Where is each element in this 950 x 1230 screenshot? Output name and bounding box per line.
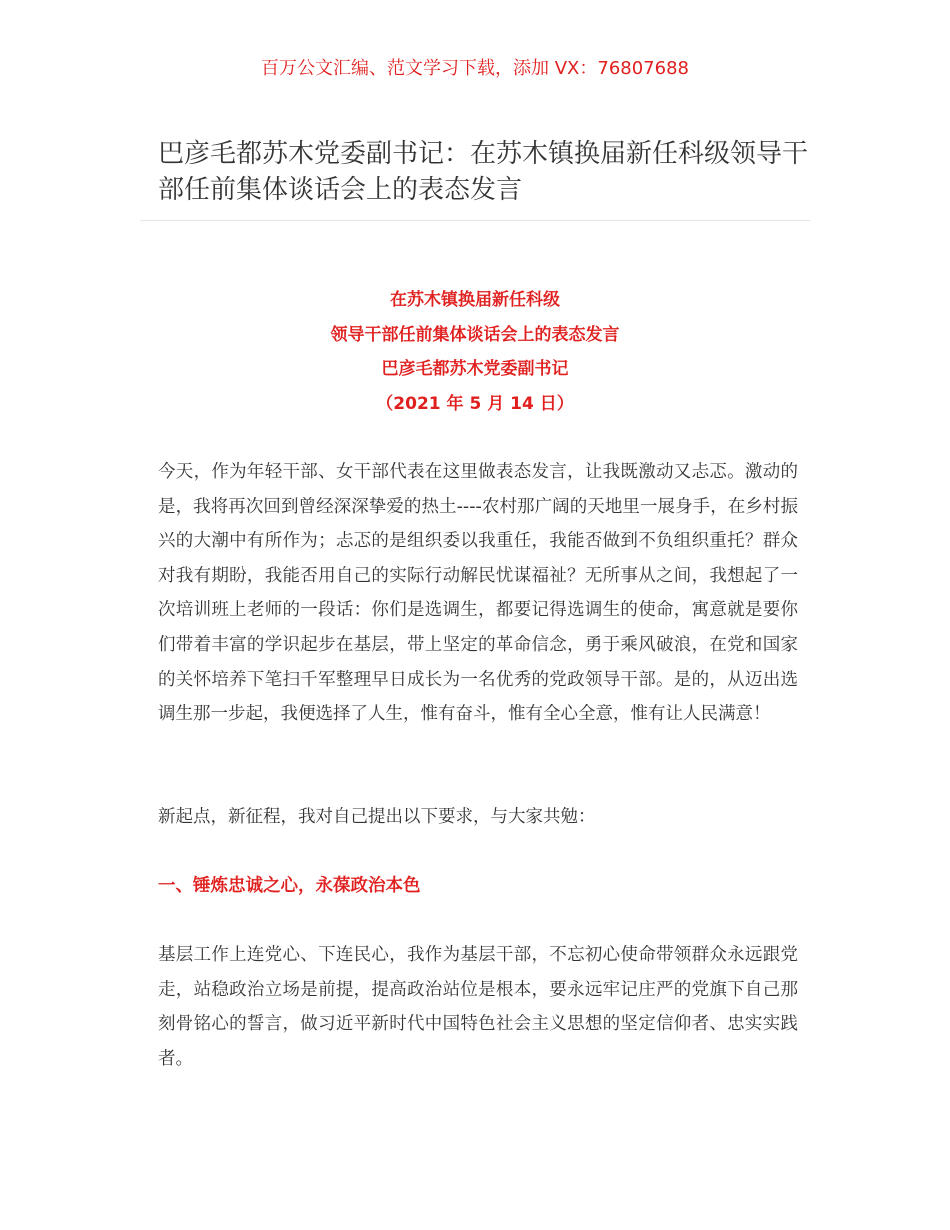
subtitle-line-2: 领导干部任前集体谈话会上的表态发言 (330, 324, 620, 345)
subtitle-line-date: （2021 年 5 月 14 日） (376, 393, 574, 414)
body-paragraph-intro: 今天，作为年轻干部、女干部代表在这里做表态发言，让我既激动又忐忑。激动的是，我将再次回到曾经深深挚爱的热土----农村那广阔的天地里一展身手，在乡村振兴的大潮中有所作为；忐忑的是组织委以我重任，我能否做到不负组织重托？群众对我有期盼，我能否用自己的实际行动解民忧谋福祉？无所事从之间，我想起了一次培训班上老师的一段话：你们是选调生，都要记得选调生的使命，寓意就是要你们带着丰富的学识起步在基层，带上坚定的革命信念，勇于乘风破浪，在党和国家的关怀培养下笔扫千军整理早日成长为一名优秀的党政领导干部。是的，从迈出选调生那一步起，我便选择了人生，惟有奋斗，惟有全心全意，惟有让人民满意！ (158, 462, 798, 725)
subtitle-block (158, 283, 792, 421)
subtitle-line-author: 巴彦毛都苏木党委副书记 (381, 359, 569, 379)
body-paragraph-requirements: 新起点，新征程，我对自己提出以下要求，与大家共勉： (158, 807, 596, 827)
header-banner: 百万公文汇编、范文学习下载，添加 VX：76807688 (261, 58, 689, 79)
title-divider (140, 220, 810, 221)
page-title: 巴彦毛都苏木党委副书记：在苏木镇换届新任科级领导干部任前集体谈话会上的表态发言 (158, 139, 809, 205)
section-1-paragraph: 基层工作上连党心、下连民心，我作为基层干部，不忘初心使命带领群众永远跟党走，站稳政治立场是前提，提高政治站位是根本，要永远牢记庄严的党旗下自己那刻骨铭心的誓言，做习近平新时代中国特色社会主义思想的坚定信仰者、忠实实践者。 (158, 945, 798, 1069)
section-heading-1: 一、锤炼忠诚之心，永葆政治本色 (158, 876, 421, 896)
subtitle-line-1: 在苏木镇换届新任科级 (390, 290, 560, 310)
